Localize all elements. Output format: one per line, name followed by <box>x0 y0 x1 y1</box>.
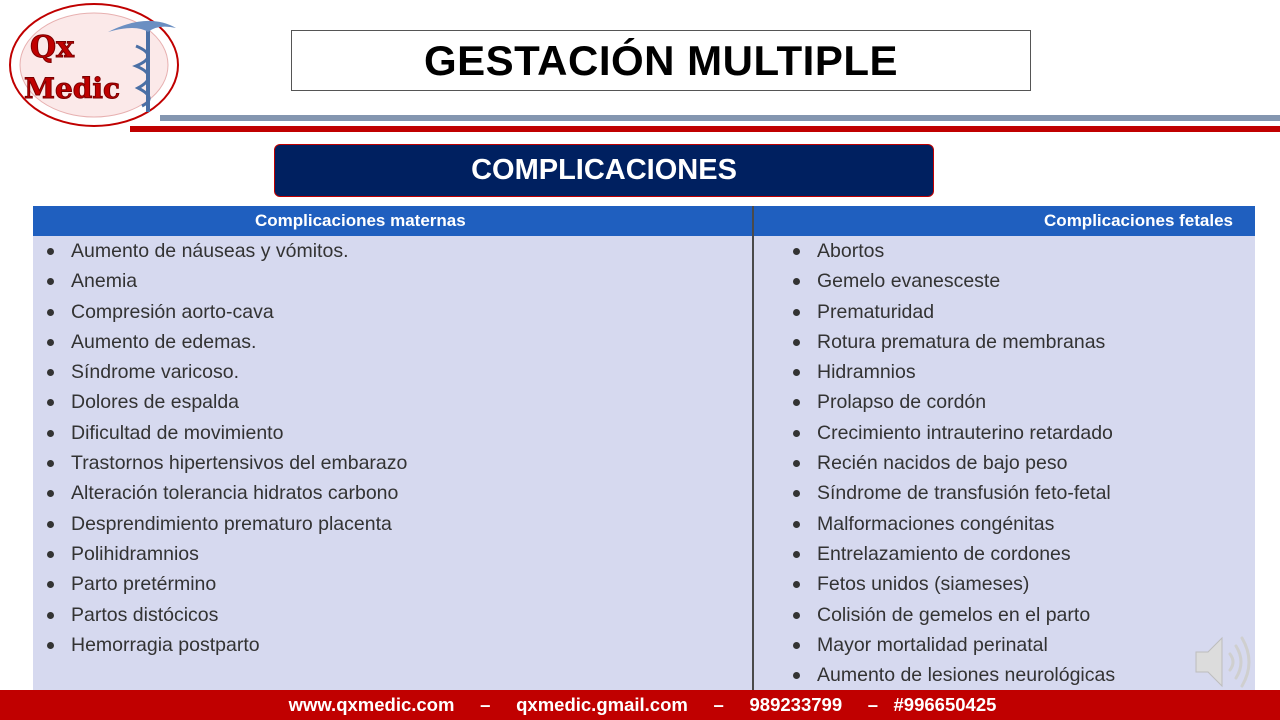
fetal-item: Malformaciones congénitas <box>789 509 1115 539</box>
maternal-item: Parto pretérmino <box>43 569 407 599</box>
fetal-list <box>789 236 1115 690</box>
maternal-item: Dificultad de movimiento <box>43 418 407 448</box>
header-divider-red <box>130 126 1280 132</box>
page-title: GESTACIÓN MULTIPLE <box>423 36 899 84</box>
fetal-item: Mayor mortalidad perinatal <box>789 630 1115 660</box>
qxmedic-logo <box>8 2 180 128</box>
header-maternal: Complicaciones maternas <box>255 211 466 230</box>
fetal-item: Hidramnios <box>789 357 1115 387</box>
fetal-item: Aumento de lesiones neurológicas <box>789 660 1115 690</box>
maternal-item: Hemorragia postparto <box>43 630 407 660</box>
footer-bar <box>0 690 1280 720</box>
maternal-item: Anemia <box>43 266 407 296</box>
maternal-item: Compresión aorto-cava <box>43 297 407 327</box>
header-fetal: Complicaciones fetales <box>1044 211 1233 230</box>
header-divider-gray <box>160 115 1280 121</box>
page-title-box <box>291 30 1031 91</box>
fetal-item: Recién nacidos de bajo peso <box>789 448 1115 478</box>
fetal-item: Crecimiento intrauterino retardado <box>789 418 1115 448</box>
section-title: COMPLICACIONES <box>471 154 737 186</box>
maternal-item: Aumento de náuseas y vómitos. <box>43 236 407 266</box>
maternal-item: Partos distócicos <box>43 600 407 630</box>
maternal-item: Polihidramnios <box>43 539 407 569</box>
complications-table <box>33 206 1255 690</box>
fetal-item: Síndrome de transfusión feto-fetal <box>789 478 1115 508</box>
maternal-item: Desprendimiento prematuro placenta <box>43 509 407 539</box>
footer-contact: www.qxmedic.com – qxmedic.gmail.com – 989233799 – #996650425 <box>288 694 997 715</box>
maternal-list <box>43 236 407 660</box>
fetal-item: Colisión de gemelos en el parto <box>789 600 1115 630</box>
fetal-item: Fetos unidos (siameses) <box>789 569 1115 599</box>
maternal-item: Aumento de edemas. <box>43 327 407 357</box>
section-badge <box>274 144 934 197</box>
fetal-item: Prolapso de cordón <box>789 387 1115 417</box>
fetal-item: Abortos <box>789 236 1115 266</box>
maternal-item: Alteración tolerancia hidratos carbono <box>43 478 407 508</box>
speaker-icon[interactable] <box>1190 632 1256 692</box>
maternal-item: Dolores de espalda <box>43 387 407 417</box>
logo-line2: Medic <box>24 72 121 105</box>
fetal-item: Entrelazamiento de cordones <box>789 539 1115 569</box>
fetal-item: Prematuridad <box>789 297 1115 327</box>
column-divider <box>752 206 754 690</box>
table-header <box>33 206 1255 236</box>
maternal-item: Trastornos hipertensivos del embarazo <box>43 448 407 478</box>
fetal-item: Gemelo evanesceste <box>789 266 1115 296</box>
fetal-item: Rotura prematura de membranas <box>789 327 1115 357</box>
logo-line1: Qx <box>30 30 75 65</box>
maternal-item: Síndrome varicoso. <box>43 357 407 387</box>
